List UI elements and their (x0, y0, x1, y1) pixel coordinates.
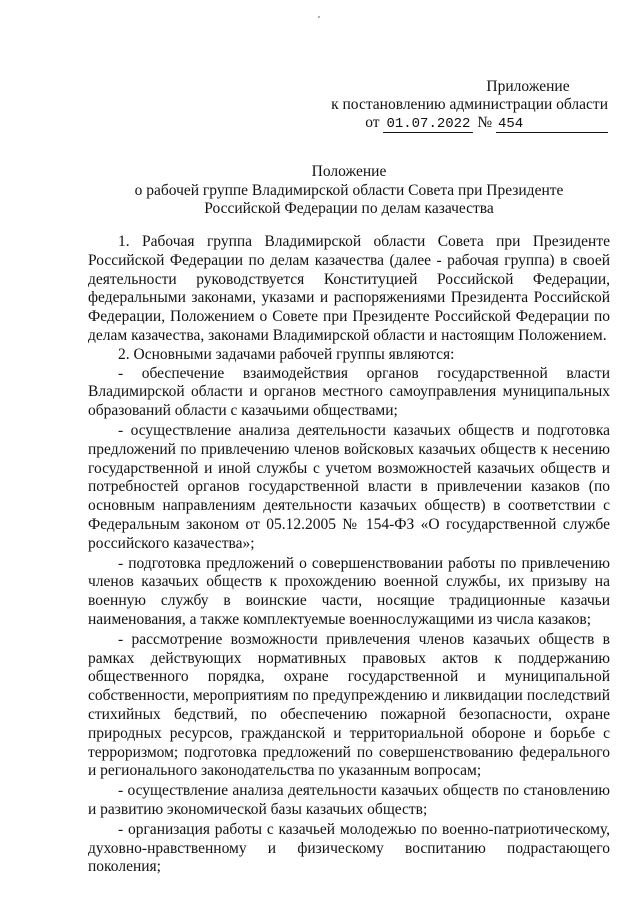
annex-title: Приложение (486, 78, 570, 95)
document-heading (88, 163, 610, 219)
paragraph-6: - рассмотрение возможности привлечения членов казачьих обществ в рамках действующих нормативных правовых актов к поддержанию общественного порядка, охране государственной и муниципальной собственности, мероприятиям по предупреждению и ликвидации последствий стихийных бедствий, по обеспечению пожарной безопасности, охране природных ресурсов, гражданской и территориальной обороне и борьбе с терроризмом; подготовка предложений по совершенствованию федерального и регионального законодательства по указанным вопросам; (88, 630, 610, 780)
annex-number-sign: № (477, 114, 493, 131)
annex-decree-line: к постановлению администрации области (331, 96, 608, 113)
annex-block (328, 78, 608, 133)
paragraph-2: 2. Основными задачами рабочей группы являются: (118, 345, 455, 363)
paragraph-3: - обеспечение взаимодействия органов государственной власти Владимирской области и органов местного самоуправления муниципальных образований области с казачьими обществами; (88, 364, 610, 420)
paragraph-8: - организация работы с казачьей молодежью по военно-патриотическому, духовно-нравственному и физическому воспитанию подрастающего поколения; (88, 820, 610, 876)
paragraph-5: - подготовка предложений о совершенствовании работы по привлечению членов казачьих обществ к прохождению военной службы, их призыву на военную службу в воинские части, носящие традиционные казачьи наименования, а также комплектуемые военнослужащими из числа казаков; (88, 554, 610, 628)
document-body (88, 233, 610, 877)
annex-date: 01.07.2022 (383, 117, 473, 133)
paragraph-4: - осуществление анализа деятельности казачьих обществ и подготовка предложений по привлечению членов войсковых казачьих обществ к несению государственной и иной службы с учетом возможностей казачьих обществ и потребностей органов государственной власти в привлечении казаков (по основным направлениям деятельности казачьих обществ) в соответствии с Федеральным законом от 05.12.2005 № 154-ФЗ «О государственной службе российского казачества»; (88, 421, 610, 552)
annex-from-label: от (365, 114, 380, 131)
paragraph-7: - осуществление анализа деятельности казачьих обществ по становлению и развитию экономической базы казачьих обществ; (88, 782, 610, 818)
annex-date-row (328, 114, 608, 133)
annex-number: 454 (496, 117, 608, 133)
heading-line-3: Российской Федерации по делам казачества (204, 200, 494, 217)
paragraph-1: 1. Рабочая группа Владимирской области Совета при Президенте Российской Федерации по делам казачества (далее - рабочая группа) в своей деятельности руководствуется Конституцией Российской Федерации, федеральными законами, указами и распоряжениями Президента Российской Федерации, Положением о Совете при Президенте Российской Федерации по делам казачества, законами Владимирской области и настоящим Положением. (88, 233, 610, 344)
heading-line-2: о рабочей группе Владимирской области Совета при Президенте (134, 181, 564, 199)
heading-line-1: Положение (311, 163, 387, 180)
scan-artifact-dot (318, 16, 320, 18)
